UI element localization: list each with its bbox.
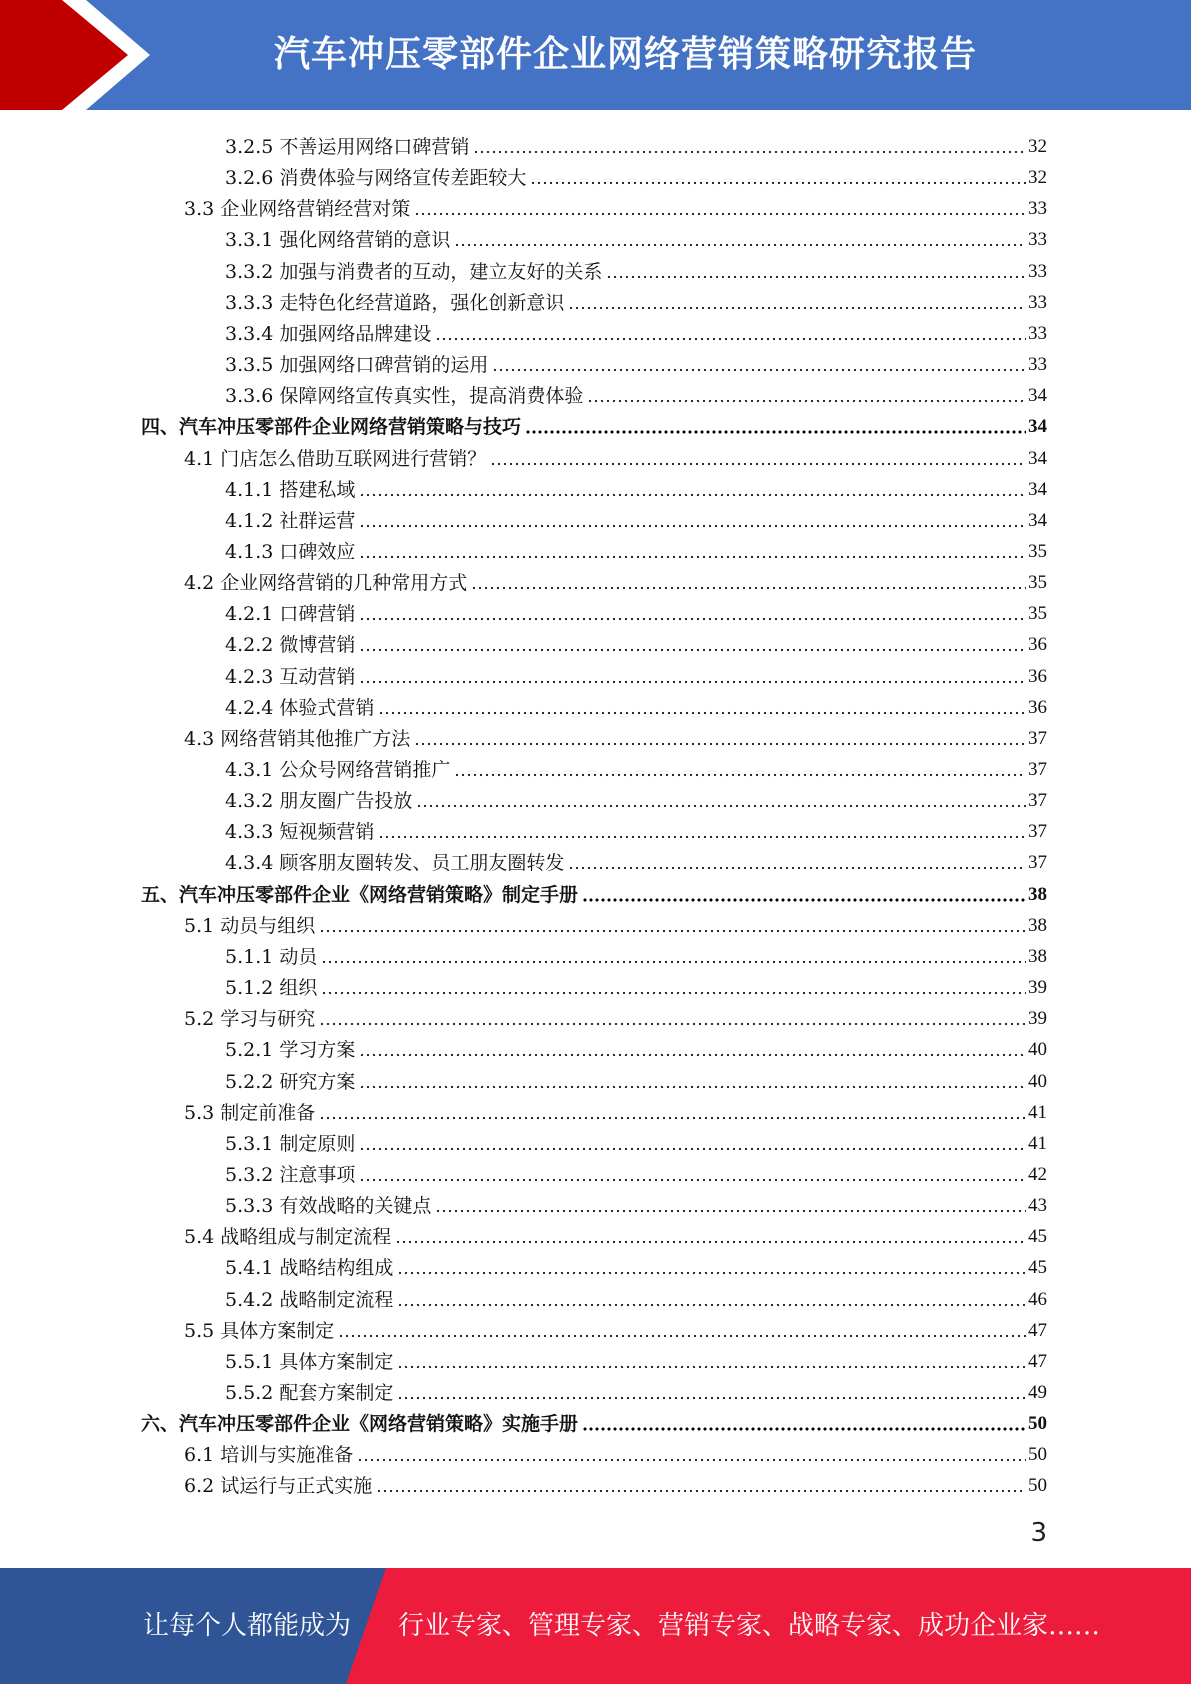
toc-entry-page: 50: [1028, 1475, 1047, 1497]
page-footer: [0, 1568, 1191, 1684]
toc-dot-leader: [359, 1147, 1026, 1151]
toc-dot-leader: [357, 1458, 1026, 1462]
toc-dot-leader: [397, 1303, 1026, 1307]
toc-entry-label: 3.3.2 加强与消费者的互动，建立友好的关系: [225, 260, 603, 283]
toc-entry-label: 4.1.2 社群运营: [225, 509, 356, 532]
toc-entry-label: 5.2.1 学习方案: [225, 1039, 356, 1062]
toc-entry-label: 3.3.3 走特色化经营道路，强化创新意识: [225, 291, 565, 314]
toc-dot-leader: [319, 929, 1026, 933]
toc-entry-label: 4.1.1 搭建私域: [225, 478, 356, 501]
toc-dot-leader: [319, 1116, 1026, 1120]
toc-dot-leader: [587, 399, 1026, 403]
toc-entry[interactable]: [184, 1000, 1047, 1031]
toc-entry[interactable]: [184, 1436, 1047, 1467]
toc-entry[interactable]: [225, 1343, 1047, 1374]
toc-entry[interactable]: [225, 1063, 1047, 1094]
toc-entry-page: 37: [1028, 790, 1047, 812]
toc-entry-page: 40: [1028, 1039, 1047, 1061]
toc-entry-page: 35: [1028, 540, 1047, 562]
toc-entry-page: 46: [1028, 1288, 1047, 1310]
toc-dot-leader: [359, 617, 1026, 621]
toc-entry-page: 33: [1028, 291, 1047, 313]
toc-entry[interactable]: [225, 315, 1047, 346]
toc-entry-label: 5.4.2 战略制定流程: [225, 1288, 394, 1311]
toc-entry[interactable]: [141, 1405, 1047, 1436]
toc-dot-leader: [582, 1427, 1026, 1431]
toc-entry-label: 四、汽车冲压零部件企业网络营销策略与技巧: [141, 416, 522, 439]
toc-entry-page: 36: [1028, 665, 1047, 687]
toc-entry-label: 5.2 学习与研究: [184, 1008, 316, 1031]
toc-dot-leader: [321, 960, 1026, 964]
toc-dot-leader: [359, 493, 1026, 497]
toc-dot-leader: [414, 742, 1026, 746]
toc-entry[interactable]: [225, 284, 1047, 315]
toc-dot-leader: [359, 1178, 1026, 1182]
toc-entry[interactable]: [225, 253, 1047, 284]
toc-entry[interactable]: [141, 408, 1047, 439]
toc-entry[interactable]: [184, 1312, 1047, 1343]
toc-entry-page: 41: [1028, 1101, 1047, 1123]
toc-entry-label: 3.2.6 消费体验与网络宣传差距较大: [225, 167, 527, 190]
toc-entry[interactable]: [225, 626, 1047, 657]
toc-entry[interactable]: [225, 377, 1047, 408]
toc-entry-page: 39: [1028, 1008, 1047, 1030]
toc-entry-page: 34: [1028, 385, 1047, 407]
toc-entry-page: 39: [1028, 977, 1047, 999]
footer-slogan-left: 让每个人都能成为: [143, 1611, 352, 1641]
toc-entry-label: 4.3.1 公众号网络营销推广: [225, 759, 451, 781]
toc-entry-label: 6.2 试运行与正式实施: [184, 1475, 373, 1498]
toc-entry-label: 4.3 网络营销其他推广方法: [184, 727, 411, 750]
toc-dot-leader: [454, 243, 1026, 247]
toc-entry-page: 45: [1028, 1226, 1047, 1248]
toc-entry-label: 3.3.6 保障网络宣传真实性，提高消费体验: [225, 385, 584, 408]
page-number: 3: [1030, 1518, 1047, 1548]
toc-entry[interactable]: [225, 1156, 1047, 1187]
toc-entry[interactable]: [225, 969, 1047, 1000]
toc-entry-page: 34: [1028, 447, 1047, 469]
toc-entry[interactable]: [225, 502, 1047, 533]
toc-entry-label: 5.3.3 有效战略的关键点: [225, 1195, 432, 1218]
toc-dot-leader: [359, 524, 1026, 528]
toc-entry-label: 4.2.3 互动营销: [225, 665, 356, 688]
toc-entry-label: 4.1 门店怎么借助互联网进行营销？: [184, 447, 487, 470]
toc-entry-label: 5.5.2 配套方案制定: [225, 1382, 394, 1404]
toc-entry-page: 47: [1028, 1350, 1047, 1372]
toc-dot-leader: [490, 462, 1026, 466]
toc-entry-page: 41: [1028, 1132, 1047, 1154]
toc-dot-leader: [435, 1209, 1026, 1213]
footer-slogan-right: 行业专家、管理专家、营销专家、战略专家、成功企业家……: [398, 1611, 1101, 1641]
toc-entry-label: 5.4.1 战略结构组成: [225, 1257, 394, 1280]
toc-entry-label: 4.3.4 顾客朋友圈转发、员工朋友圈转发: [225, 852, 565, 875]
toc-entry[interactable]: [225, 346, 1047, 377]
toc-entry-label: 5.4 战略组成与制定流程: [184, 1226, 392, 1249]
toc-dot-leader: [359, 648, 1026, 652]
toc-dot-leader: [378, 711, 1026, 715]
toc-entry-page: 32: [1028, 167, 1047, 189]
toc-entry-label: 5.2.2 研究方案: [225, 1070, 356, 1093]
toc-entry-label: 3.3.5 加强网络口碑营销的运用: [225, 354, 489, 377]
toc-entry-label: 5.3 制定前准备: [184, 1101, 316, 1124]
toc-entry[interactable]: [184, 1094, 1047, 1125]
toc-entry-page: 33: [1028, 198, 1047, 220]
toc-entry-label: 5.1.1 动员: [225, 945, 318, 968]
toc-entry-page: 49: [1028, 1382, 1047, 1403]
toc-entry-page: 36: [1028, 696, 1047, 718]
toc-entry-label: 4.3.3 短视频营销: [225, 821, 375, 844]
toc-entry[interactable]: [225, 1187, 1047, 1218]
toc-dot-leader: [359, 555, 1026, 559]
toc-dot-leader: [492, 368, 1026, 372]
toc-entry-label: 5.5 具体方案制定: [184, 1319, 335, 1342]
toc-dot-leader: [416, 804, 1026, 808]
toc-dot-leader: [321, 991, 1026, 995]
toc-entry-page: 37: [1028, 821, 1047, 843]
toc-entry[interactable]: [225, 1374, 1047, 1405]
toc-entry-label: 4.2 企业网络营销的几种常用方式: [184, 572, 468, 595]
toc-entry[interactable]: [225, 938, 1047, 969]
toc-entry-label: 4.2.2 微博营销: [225, 634, 356, 657]
toc-entry-page: 34: [1028, 416, 1047, 438]
toc-dot-leader: [395, 1240, 1026, 1244]
toc-entry-page: 37: [1028, 852, 1047, 874]
toc-entry-page: 45: [1028, 1257, 1047, 1279]
toc-entry[interactable]: [184, 1467, 1047, 1498]
toc-dot-leader: [414, 212, 1026, 216]
toc-dot-leader: [376, 1489, 1026, 1493]
toc-entry[interactable]: [225, 128, 1047, 159]
toc-dot-leader: [378, 835, 1026, 839]
toc-dot-leader: [359, 1053, 1026, 1057]
toc-entry-page: 47: [1028, 1319, 1047, 1341]
toc-dot-leader: [397, 1396, 1026, 1400]
toc-entry[interactable]: [225, 471, 1047, 502]
toc-entry[interactable]: [225, 782, 1047, 813]
toc-entry-page: 37: [1028, 727, 1047, 749]
toc-entry[interactable]: [225, 533, 1047, 564]
toc-entry-label: 五、汽车冲压零部件企业《网络营销策略》制定手册: [141, 883, 579, 906]
toc-entry-page: 38: [1028, 945, 1047, 967]
toc-entry-page: 50: [1028, 1444, 1047, 1466]
toc-entry-label: 5.3.2 注意事项: [225, 1163, 356, 1186]
toc-entry-page: 50: [1028, 1413, 1047, 1435]
toc-entry[interactable]: [225, 751, 1047, 782]
toc-entry-label: 3.2.5 不善运用网络口碑营销: [225, 136, 470, 158]
toc-entry-label: 5.1.2 组织: [225, 977, 318, 1000]
toc-entry-page: 34: [1028, 509, 1047, 531]
toc-entry[interactable]: [184, 440, 1047, 471]
toc-entry-page: 36: [1028, 634, 1047, 656]
toc-entry-page: 34: [1028, 478, 1047, 500]
toc-entry-page: 33: [1028, 322, 1047, 344]
toc-dot-leader: [338, 1334, 1026, 1338]
page-header: [0, 0, 1191, 110]
toc-dot-leader: [319, 1022, 1026, 1026]
toc-entry[interactable]: [184, 190, 1047, 221]
toc-entry-page: 40: [1028, 1070, 1047, 1092]
toc-entry-label: 3.3 企业网络营销经营对策: [184, 198, 411, 221]
toc-entry-label: 6.1 培训与实施准备: [184, 1444, 354, 1467]
toc-entry[interactable]: [141, 876, 1047, 907]
toc-entry-page: 33: [1028, 260, 1047, 282]
toc-entry-page: 38: [1028, 883, 1047, 905]
toc-entry[interactable]: [225, 159, 1047, 190]
toc-entry-page: 43: [1028, 1195, 1047, 1217]
toc-entry-label: 5.5.1 具体方案制定: [225, 1350, 394, 1373]
toc-entry[interactable]: [184, 907, 1047, 938]
toc-dot-leader: [397, 1365, 1026, 1369]
toc-entry-label: 5.3.1 制定原则: [225, 1132, 356, 1155]
toc-entry-label: 4.1.3 口碑效应: [225, 540, 356, 563]
toc-dot-leader: [473, 150, 1026, 154]
toc-entry[interactable]: [225, 1125, 1047, 1156]
toc-dot-leader: [525, 430, 1026, 434]
toc-entry-page: 37: [1028, 759, 1047, 780]
toc-entry[interactable]: [225, 658, 1047, 689]
toc-entry-label: 5.1 动员与组织: [184, 914, 316, 937]
toc-dot-leader: [359, 680, 1026, 684]
toc-entry-label: 4.3.2 朋友圈广告投放: [225, 790, 413, 813]
toc-entry[interactable]: [225, 689, 1047, 720]
toc-entry-page: 38: [1028, 914, 1047, 936]
toc-entry-page: 33: [1028, 229, 1047, 251]
document-title: 汽车冲压零部件企业网络营销策略研究报告: [273, 34, 977, 75]
toc-entry[interactable]: [184, 564, 1047, 595]
toc-entry-label: 3.3.4 加强网络品牌建设: [225, 322, 432, 345]
toc-entry[interactable]: [225, 813, 1047, 844]
toc-entry-page: 42: [1028, 1163, 1047, 1185]
toc-dot-leader: [568, 866, 1026, 870]
toc-dot-leader: [397, 1271, 1026, 1275]
toc-entry-page: 32: [1028, 136, 1047, 157]
toc-entry[interactable]: [225, 221, 1047, 252]
toc-entry[interactable]: [225, 1031, 1047, 1062]
toc-entry[interactable]: [225, 844, 1047, 875]
toc-dot-leader: [582, 898, 1026, 902]
toc-entry[interactable]: [225, 1281, 1047, 1312]
toc-dot-leader: [471, 586, 1026, 590]
toc-entry-page: 35: [1028, 603, 1047, 625]
toc-entry[interactable]: [184, 1218, 1047, 1249]
toc-entry[interactable]: [184, 720, 1047, 751]
toc-entry-label: 4.2.1 口碑营销: [225, 603, 356, 626]
toc-dot-leader: [435, 337, 1026, 341]
toc-entry-label: 4.2.4 体验式营销: [225, 696, 375, 719]
toc-entry-page: 33: [1028, 354, 1047, 376]
toc-dot-leader: [359, 1085, 1026, 1089]
toc-entry-page: 35: [1028, 572, 1047, 594]
toc-entry[interactable]: [225, 1249, 1047, 1280]
toc-dot-leader: [568, 306, 1026, 310]
toc-entry[interactable]: [225, 595, 1047, 626]
toc-dot-leader: [606, 275, 1026, 279]
toc-entry-label: 六、汽车冲压零部件企业《网络营销策略》实施手册: [141, 1413, 579, 1436]
toc-dot-leader: [454, 773, 1026, 777]
toc-entry-label: 3.3.1 强化网络营销的意识: [225, 229, 451, 252]
toc-dot-leader: [530, 181, 1026, 185]
